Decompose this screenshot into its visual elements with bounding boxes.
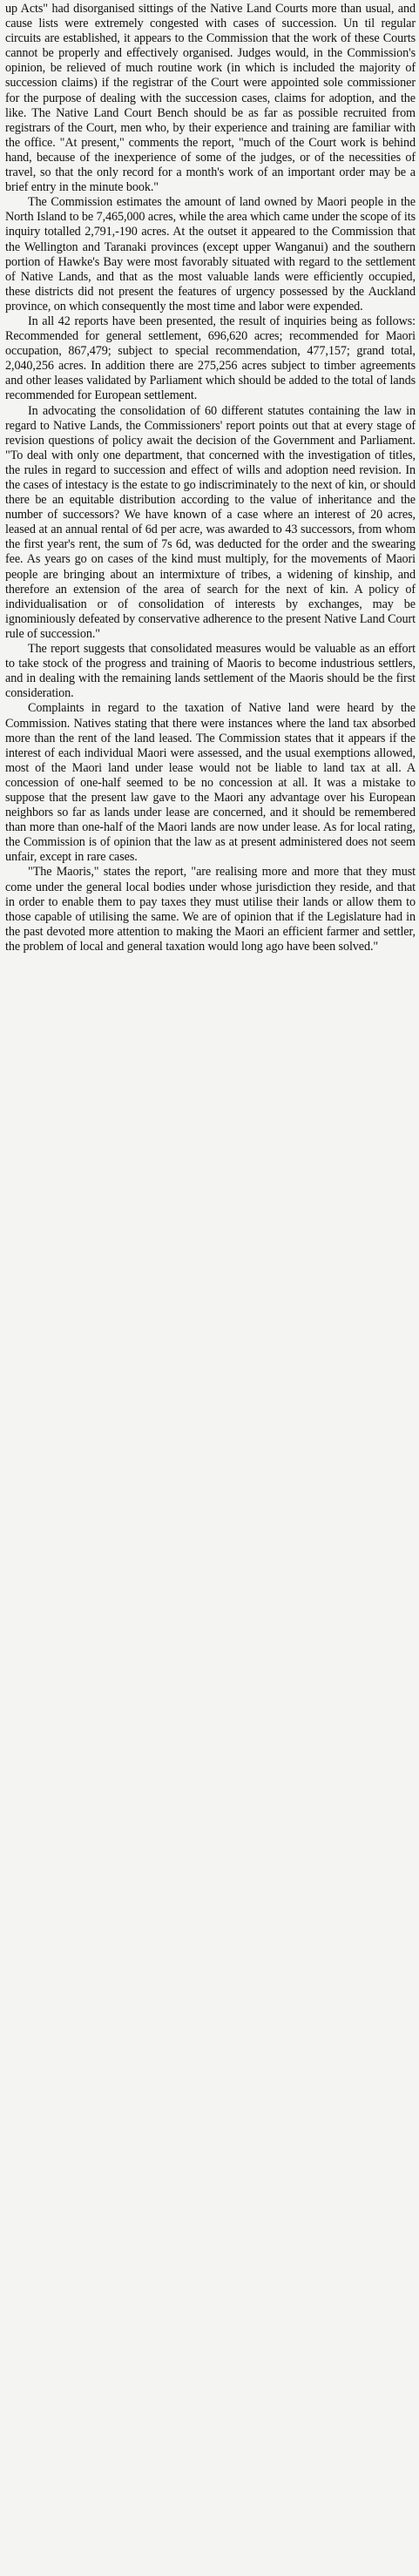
article-paragraph: In advocating the consolidation of 60 different statutes containing the law in regard to Native Lands, the Commissioners' report points out that at every stage of revision questions of policy await the decision of the Government and Parliament. "To deal with only one department, that concerned with the investigation of titles, the rules in regard to succession and effect of wills and adoption need revision. In the cases of intestacy is the estate to go indiscriminately to the next of kin, or should there be an equitable distribution according to the value of inheritance and the number of successors? We have known of a case where an interest of 20 acres, leased at an annual rental of 6d per acre, was awarded to 43 successors, from whom the first year's rent, the sum of 7s 6d, was deducted for the order and the swearing fee. As years go on cases of the kind must multiply, for the movements of Maori people are bringing about an intermixture of tribes, a widening of kinship, and therefore an extension of the area of search for the next of kin. A policy of individualisation or of consolidation of interests by exchanges, may be ignominiously defeated by conservative adherence to the present Native Land Court rule of succession."	[5, 403, 416, 641]
article-paragraph: The Commission estimates the amount of land owned by Maori people in the North Island to be 7,465,000 acres, while the area which came under the scope of its inquiry totalled 2,791,-190 acres. At the outset it appeared to the Commission that the Wellington and Taranaki provinces (except upper Wanganui) and the southern portion of Hawke's Bay were most favorably situated with regard to the settlement of Native Lands, and that as the most valuable lands were efficiently occupied, these districts did not present the features of urgency possessed by the Auckland province, on which consequently the most time and labor were expended.	[5, 195, 416, 314]
article-paragraph: up Acts" had disorganised sittings of the Native Land Courts more than usual, and cause lists were extremely congested with cases of succession. Un til regular circuits are established, it appears to the Commission that the work of these Courts cannot be properly and effectively organised. Judges would, in the Commission's opinion, be relieved of much routine work (in which is included the majority of succession claims) if the registrar of the Court were appointed sole commissioner for the purpose of dealing with the succession cases, claims for adoption, and the like. The Native Land Court Bench should be as far as possible recruited from registrars of the Court, men who, by their experience and training are familiar with the office. "At present," comments the report, "much of the Court work is behind hand, because of the inexperience of some of the judges, or of the necessities of travel, so that the only record for a month's work of an important order may be a brief entry in the minute book."	[5, 2, 416, 195]
article-paragraph: In all 42 reports have been presented, the result of inquiries being as follows: Recommended for general settlement, 696,620 acres; recommended for Maori occupation, 867,479; subject to special recommendation, 477,157; grand total, 2,040,256 acres. In addition there are 275,256 acres subject to timber agreements and other leases validated by Parliament which should be added to the total of lands recommended for European settlement.	[5, 314, 416, 403]
article-paragraph: "The Maoris," states the report, "are realising more and more that they must come under the general local bodies under whose jurisdiction they reside, and that in order to enable them to pay taxes they must utilise their lands or allow them to those capable of utilising the same. We are of opinion that if the Legislature had in the past devoted more attention to making the Maori an efficient farmer and settler, the problem of local and general taxation would long ago have been solved."	[5, 865, 416, 954]
article-paragraph: The report suggests that consolidated measures would be valuable as an effort to take stock of the progress and training of Maoris to become industrious settlers, and in dealing with the remaining lands settlement of the Maoris should be the first consideration.	[5, 642, 416, 701]
article-paragraph: Complaints in regard to the taxation of Native land were heard by the Commission. Natives stating that there were instances where the land tax absorbed more than the rent of the land leased. The Commission states that it appears if the interest of each individual Maori were assessed, and the usual exemptions allowed, most of the Maori land under lease would not be liable to land tax at all. A concession of one-half seemed to be no concession at all. It was a mistake to suppose that the present law gave to the Maori any advantage over his European neighbors so far as lands under lease are concerned, and it should be remembered than more than one-half of the Maori lands are now under lease. As for local rating, the Commission is of opinion that the law as at present administered does not seem unfair, except in rare cases.	[5, 701, 416, 865]
